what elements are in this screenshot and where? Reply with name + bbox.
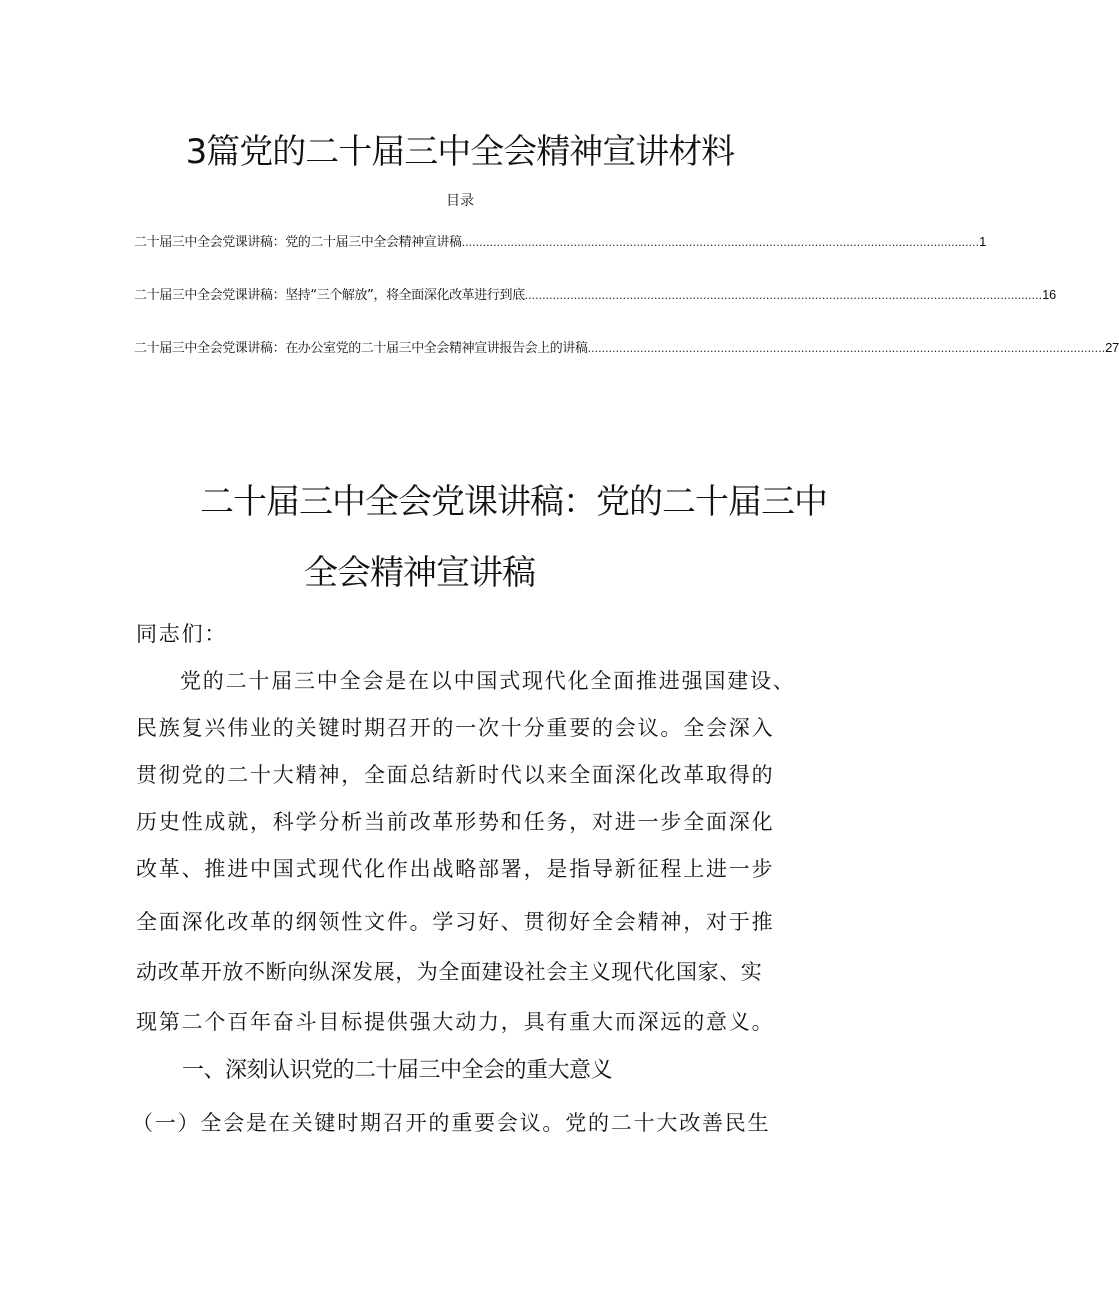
- paragraph-line: 党的二十届三中全会是在以中国式现代化全面推进强国建设、: [180, 669, 796, 693]
- toc-entry[interactable]: [134, 337, 1119, 359]
- sub-paragraph-line: （一）全会是在关键时期召开的重要会议。党的二十大改善民生: [132, 1111, 771, 1135]
- paragraph-line: 历史性成就，科学分析当前改革形势和任务，对进一步全面深化: [136, 810, 775, 834]
- toc-leader-dots: ....................................................................................................................................................: [524, 289, 1043, 302]
- toc-entry[interactable]: [134, 284, 1056, 306]
- paragraph-line: 全面深化改革的纲领性文件。学习好、贯彻好全会精神，对于推: [136, 910, 775, 934]
- toc-heading: 目录: [446, 193, 474, 209]
- salutation: 同志们：: [136, 622, 228, 646]
- paragraph-line: 现第二个百年奋斗目标提供强大动力，具有重大而深远的意义。: [136, 1010, 775, 1034]
- section-title-line-1: 二十届三中全会党课讲稿：党的二十届三中: [200, 482, 827, 522]
- heading-1: 一、深刻认识党的二十届三中全会的重大意义: [182, 1058, 613, 1083]
- toc-entry[interactable]: [134, 231, 986, 253]
- toc-leader-dots: ....................................................................................................................................................: [587, 342, 1106, 355]
- toc-page-number: 16: [1042, 287, 1056, 302]
- toc-entry-text: 二十届三中全会党课讲稿：坚持“三个解放”，将全面深化改革进行到底: [134, 288, 525, 303]
- document-title: 3篇党的二十届三中全会精神宣讲材料: [185, 132, 735, 172]
- toc-page-number: 27: [1105, 340, 1119, 355]
- paragraph-line: 改革、推进中国式现代化作出战略部署，是指导新征程上进一步: [136, 857, 775, 881]
- paragraph-line: 动改革开放不断向纵深发展，为全面建设社会主义现代化国家、实: [136, 960, 763, 984]
- paragraph-line: 贯彻党的二十大精神，全面总结新时代以来全面深化改革取得的: [136, 763, 775, 787]
- toc-page-number: 1: [979, 234, 986, 249]
- toc-entry-text: 二十届三中全会党课讲稿：在办公室党的二十届三中全会精神宣讲报告会上的讲稿: [134, 341, 588, 356]
- toc-leader-dots: ....................................................................................................................................................: [461, 236, 980, 249]
- toc-entry-text: 二十届三中全会党课讲稿：党的二十届三中全会精神宣讲稿: [134, 235, 462, 250]
- paragraph-line: 民族复兴伟业的关键时期召开的一次十分重要的会议。全会深入: [136, 716, 775, 740]
- section-title-line-2: 全会精神宣讲稿: [304, 553, 535, 593]
